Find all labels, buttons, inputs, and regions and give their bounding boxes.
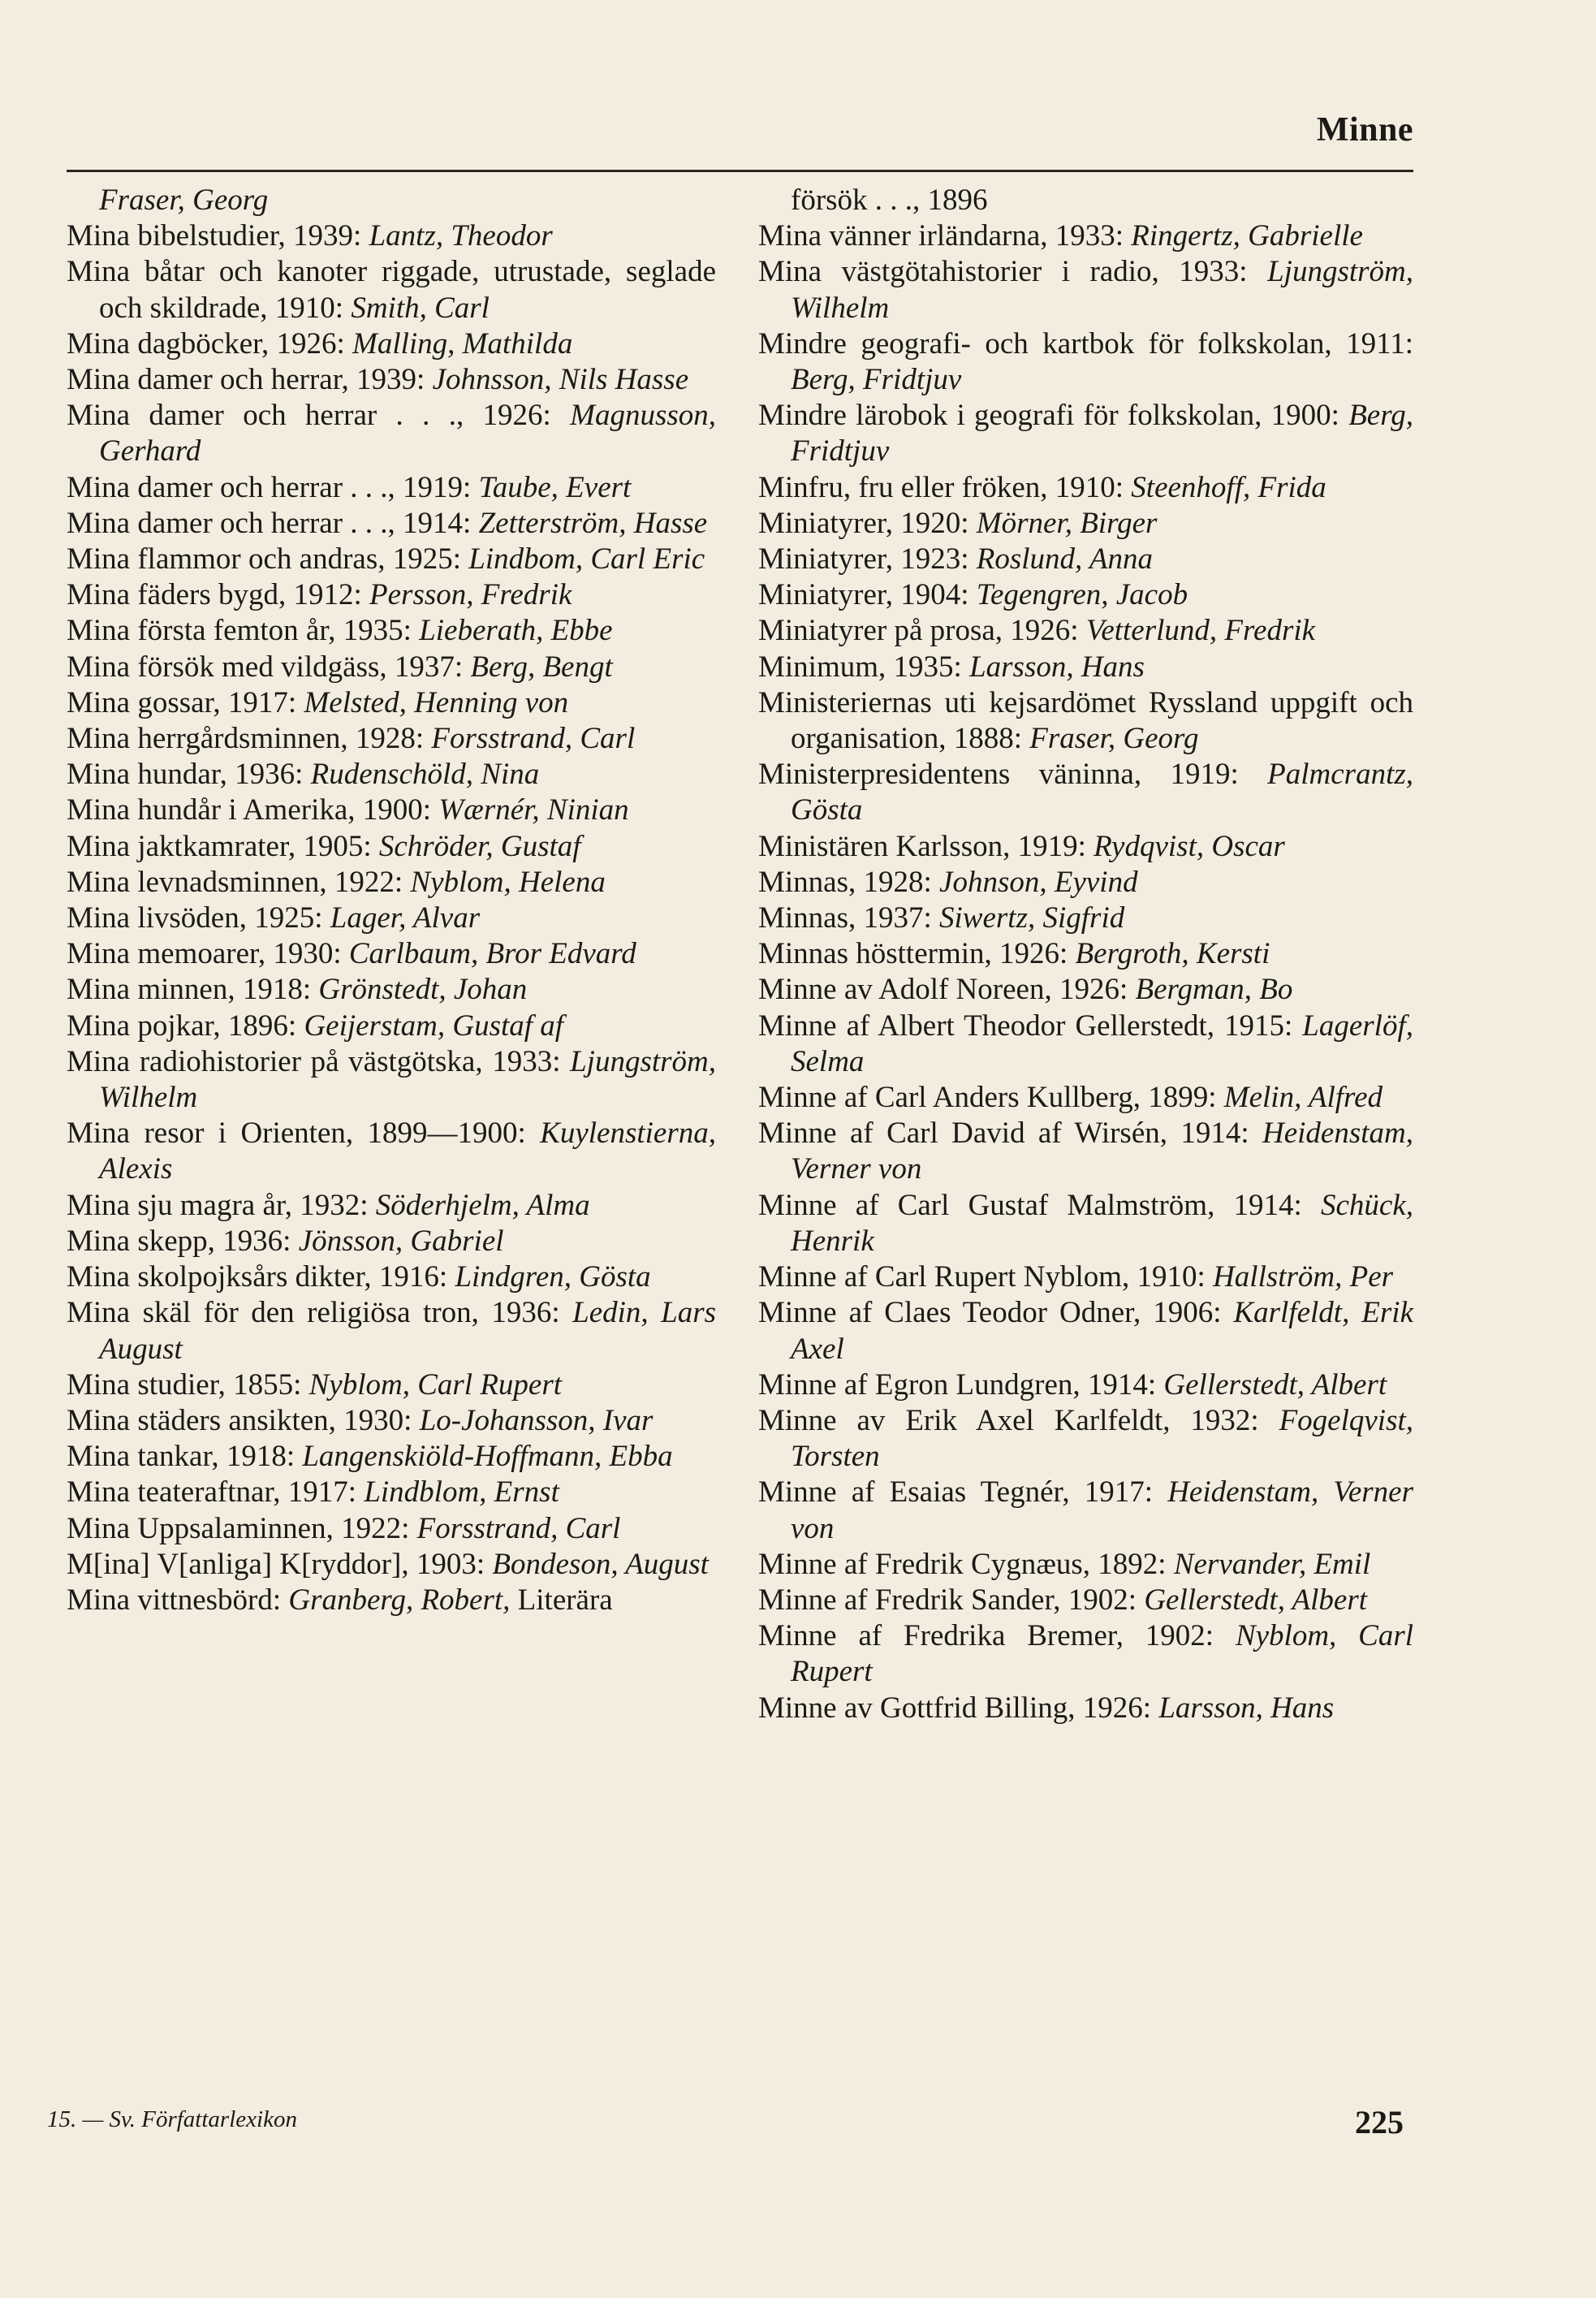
entry-author: Malling, Mathilda xyxy=(352,326,573,361)
entry-author: Kuylenstierna, Alexis xyxy=(99,1117,716,1186)
entry-title: Mina hundar, 1936: xyxy=(67,758,311,792)
entry-author: Taube, Evert xyxy=(478,470,632,504)
index-entry xyxy=(67,1475,716,1510)
entry-title: Mina studier, 1855: xyxy=(67,1367,309,1402)
index-entry xyxy=(758,1691,1413,1726)
entry-title: Mina skepp, 1936: xyxy=(67,1224,299,1258)
entry-title: M[ina] V[anliga] K[ryddor], 1903: xyxy=(67,1547,493,1581)
index-entry xyxy=(67,577,716,613)
entry-author: Siwertz, Sigfrid xyxy=(939,901,1125,935)
entry-title: Mina gossar, 1917: xyxy=(67,685,304,719)
entry-title: Miniatyrer, 1923: xyxy=(758,542,977,577)
entry-title: Mina herrgårdsminnen, 1928: xyxy=(67,722,432,756)
index-entry xyxy=(758,1403,1413,1475)
entry-title: Mina dagböcker, 1926: xyxy=(67,326,352,361)
entry-author: Grönstedt, Johan xyxy=(318,973,528,1007)
entry-author: Nyblom, Carl Rupert xyxy=(308,1367,563,1402)
entry-title: Minne af Fredrik Sander, 1902: xyxy=(758,1583,1145,1617)
index-entry xyxy=(67,901,716,936)
index-entry xyxy=(67,1224,716,1259)
entry-author: Ringertz, Gabrielle xyxy=(1131,219,1363,253)
entry-title: Mina flammor och andras, 1925: xyxy=(67,542,469,577)
entry-author: Smith, Carl xyxy=(351,291,490,325)
entry-author: Berg, Fridtjuv xyxy=(791,399,1413,469)
entry-author: Berg, Fridtjuv xyxy=(791,363,962,397)
entry-title: Mina första femton år, 1935: xyxy=(67,614,420,648)
index-entry xyxy=(758,398,1413,469)
entry-title: Minne af Carl David af Wirsén, 1914: xyxy=(758,1117,1262,1151)
index-entry xyxy=(67,613,716,649)
entry-author: Wærnér, Ninian xyxy=(438,793,629,827)
entry-author: Schück, Henrik xyxy=(791,1188,1413,1258)
index-entry xyxy=(67,1367,716,1403)
index-entry xyxy=(67,1583,716,1618)
entry-title: försök . . ., 1896 xyxy=(791,184,988,217)
entry-author: Persson, Fredrik xyxy=(369,578,572,612)
entry-author: Gellerstedt, Albert xyxy=(1144,1583,1368,1617)
entry-author: Rydqvist, Oscar xyxy=(1093,829,1285,863)
index-entry xyxy=(758,613,1413,649)
entry-author: Fraser, Georg xyxy=(99,184,269,217)
index-entry xyxy=(67,1295,716,1367)
entry-author: Jönsson, Gabriel xyxy=(298,1224,504,1258)
entry-author: Langenskiöld-Hoffmann, Ebba xyxy=(302,1440,673,1474)
entry-title: Minne af Fredrika Bremer, 1902: xyxy=(758,1619,1236,1653)
index-entry xyxy=(67,1116,716,1187)
index-entry xyxy=(67,721,716,757)
index-entry xyxy=(67,936,716,972)
entry-title: Mina försök med vildgäss, 1937: xyxy=(67,650,471,684)
entry-title: Minnas, 1928: xyxy=(758,865,940,899)
index-entry xyxy=(758,972,1413,1008)
entry-author: Gellerstedt, Albert xyxy=(1163,1367,1387,1402)
entry-title: Miniatyrer på prosa, 1926: xyxy=(758,614,1086,648)
index-entry xyxy=(758,829,1413,865)
entry-author: Lindblom, Ernst xyxy=(364,1475,559,1510)
entry-author: Heidenstam, Verner von xyxy=(791,1475,1413,1545)
entry-title: Minne af Claes Teodor Odner, 1906: xyxy=(758,1296,1234,1330)
index-entry xyxy=(758,326,1413,398)
entry-author: Lagerlöf, Selma xyxy=(791,1009,1413,1078)
entry-title: Mina sju magra år, 1932: xyxy=(67,1188,376,1222)
entry-title: Minne af Albert Theodor Gellerstedt, 1915: xyxy=(758,1009,1303,1043)
index-entry xyxy=(758,542,1413,577)
entry-title: Minne av Erik Axel Karlfeldt, 1932: xyxy=(758,1403,1279,1437)
entry-author: Johnsson, Nils Hasse xyxy=(432,363,689,397)
index-entry xyxy=(758,1080,1413,1116)
entry-title: Mina skäl för den religiösa tron, 1936: xyxy=(67,1296,573,1330)
index-entry xyxy=(67,1259,716,1295)
entry-title: Mina levnadsminnen, 1922: xyxy=(67,865,411,899)
index-entry xyxy=(758,506,1413,542)
entry-author: Melsted, Henning von xyxy=(304,685,569,719)
index-entry xyxy=(758,254,1413,326)
index-entry xyxy=(67,829,716,865)
entry-title: Mindre geografi- och kartbok för folkskolan, 1911: xyxy=(758,326,1413,361)
entry-author: Lo-Johansson, Ivar xyxy=(419,1403,653,1437)
entry-title: Minnas, 1937: xyxy=(758,901,940,935)
index-entry xyxy=(758,1295,1413,1367)
index-entry xyxy=(67,362,716,398)
entry-author: Heidenstam, Verner von xyxy=(791,1117,1413,1186)
index-entry xyxy=(758,865,1413,901)
entry-title: Mina damer och herrar, 1939: xyxy=(67,363,433,397)
index-entry xyxy=(67,218,716,254)
entry-author: Lager, Alvar xyxy=(330,901,481,935)
entry-title: Ministären Karlsson, 1919: xyxy=(758,829,1094,863)
entry-author: Bergman, Bo xyxy=(1135,973,1293,1007)
index-entry xyxy=(67,685,716,721)
entry-author: Johnson, Eyvind xyxy=(939,865,1138,899)
entry-author: Nyblom, Carl Rupert xyxy=(791,1619,1413,1689)
index-entry xyxy=(67,1044,716,1116)
index-entry xyxy=(67,398,716,469)
entry-title: Mina radiohistorier på västgötska, 1933: xyxy=(67,1044,571,1078)
index-entry xyxy=(758,685,1413,757)
running-head: Minne xyxy=(1316,111,1413,149)
index-entry xyxy=(758,1188,1413,1259)
page-number: 225 xyxy=(1355,2104,1404,2140)
entry-author: Rudenschöld, Nina xyxy=(310,758,540,792)
entry-title: Mina fäders bygd, 1912: xyxy=(67,578,370,612)
entry-author: Lantz, Theodor xyxy=(369,219,553,253)
index-entry xyxy=(758,577,1413,613)
entry-title: Mindre lärobok i geografi för folkskolan, 1900: xyxy=(758,399,1349,433)
entry-author: Fogelqvist, Torsten xyxy=(791,1403,1413,1474)
index-entry xyxy=(758,901,1413,936)
index-entry xyxy=(67,506,716,542)
index-entry xyxy=(67,1547,716,1583)
entry-author: Ljungström, Wilhelm xyxy=(99,1044,716,1115)
index-entry xyxy=(67,542,716,577)
entry-title: Mina livsöden, 1925: xyxy=(67,901,330,935)
index-entry xyxy=(758,1009,1413,1080)
entry-author: Palmcrantz, Gösta xyxy=(791,758,1413,827)
index-entry xyxy=(758,757,1413,828)
index-entry xyxy=(67,1403,716,1439)
entry-title: Ministerpresidentens väninna, 1919: xyxy=(758,758,1268,792)
entry-author: Magnusson, Gerhard xyxy=(99,399,716,469)
entry-title: Mina damer och herrar . . ., 1919: xyxy=(67,470,479,504)
entry-title: Mina båtar och kanoter riggade, utrustade, seglade och skildrade, 1910: xyxy=(67,255,716,325)
entry-author: Karlfeldt, Erik Axel xyxy=(791,1296,1413,1366)
index-entry xyxy=(67,1439,716,1475)
entry-title: Mina vittnesbörd: xyxy=(67,1583,289,1617)
entry-author: Lindbom, Carl Eric xyxy=(468,542,705,577)
entry-author: Hallström, Per xyxy=(1213,1260,1394,1294)
entry-title: Mina minnen, 1918: xyxy=(67,973,319,1007)
index-entry xyxy=(67,972,716,1008)
entry-author: Tegengren, Jacob xyxy=(976,578,1188,612)
entry-author: Larsson, Hans xyxy=(969,650,1145,684)
index-entry xyxy=(758,1583,1413,1618)
index-entry xyxy=(758,183,1413,218)
entry-author: Forsstrand, Carl xyxy=(416,1511,621,1545)
entry-author: Forsstrand, Carl xyxy=(431,722,636,756)
entry-title: Mina memoarer, 1930: xyxy=(67,937,349,971)
entry-title: Minne af Fredrik Cygnæus, 1892: xyxy=(758,1547,1174,1581)
entry-author: Fraser, Georg xyxy=(1029,722,1199,756)
entry-author: Ledin, Lars August xyxy=(99,1296,717,1366)
entry-title: Mina städers ansikten, 1930: xyxy=(67,1403,420,1437)
index-entry xyxy=(67,1188,716,1224)
entry-author: Roslund, Anna xyxy=(976,542,1153,577)
entry-title: Miniatyrer, 1904: xyxy=(758,578,977,612)
entry-author: Carlbaum, Bror Edvard xyxy=(348,937,636,971)
index-entry xyxy=(67,650,716,685)
entry-author: Ljungström, Wilhelm xyxy=(791,255,1413,325)
entry-author: Berg, Bengt xyxy=(470,650,613,684)
entry-title: Mina hundår i Amerika, 1900: xyxy=(67,793,439,827)
entry-title: Minne af Esaias Tegnér, 1917: xyxy=(758,1475,1168,1510)
entry-author: Nyblom, Helena xyxy=(410,865,606,899)
entry-title: Minne av Adolf Noreen, 1926: xyxy=(758,973,1136,1007)
entry-title: Minne af Carl Anders Kullberg, 1899: xyxy=(758,1081,1224,1115)
entry-author: Söderhjelm, Alma xyxy=(375,1188,590,1222)
entry-title: Mina teateraftnar, 1917: xyxy=(67,1475,364,1510)
entry-author: Steenhoff, Frida xyxy=(1131,470,1326,504)
entry-author: Bergroth, Kersti xyxy=(1075,937,1270,971)
index-entry xyxy=(758,1367,1413,1403)
entry-title: Minnas hösttermin, 1926: xyxy=(758,937,1076,971)
index-entry xyxy=(67,326,716,362)
entry-author: Zetterström, Hasse xyxy=(478,506,708,540)
index-entry xyxy=(67,183,716,218)
index-entry xyxy=(758,650,1413,685)
index-entry xyxy=(67,254,716,326)
entry-title: Mina damer och herrar . . ., 1926: xyxy=(67,399,571,433)
index-entry xyxy=(758,218,1413,254)
entry-title: Ministeriernas uti kejsardömet Ryssland uppgift och organisation, 1888: xyxy=(758,685,1413,756)
index-entry xyxy=(758,1475,1413,1546)
index-entry xyxy=(67,757,716,793)
entry-title: Minne av Gottfrid Billing, 1926: xyxy=(758,1691,1159,1725)
entry-title: Mina vänner irländarna, 1933: xyxy=(758,219,1132,253)
index-entry xyxy=(758,1547,1413,1583)
index-entry xyxy=(67,1009,716,1044)
entry-author: Schröder, Gustaf xyxy=(378,829,581,863)
entry-title: Minimum, 1935: xyxy=(758,650,970,684)
entry-author: Mörner, Birger xyxy=(976,506,1158,540)
entry-author: Geijerstam, Gustaf af xyxy=(304,1009,564,1043)
entry-author: Lieberath, Ebbe xyxy=(419,614,613,648)
entry-title: Mina bibelstudier, 1939: xyxy=(67,219,369,253)
index-entry xyxy=(67,865,716,901)
entry-title: Minfru, fru eller fröken, 1910: xyxy=(758,470,1132,504)
entry-title: Minne af Carl Gustaf Malmström, 1914: xyxy=(758,1188,1321,1222)
index-entry xyxy=(758,936,1413,972)
left-column xyxy=(67,183,716,1618)
entry-author: Larsson, Hans xyxy=(1158,1691,1335,1725)
index-entry xyxy=(758,1116,1413,1187)
index-entry xyxy=(67,1511,716,1547)
entry-title: Miniatyrer, 1920: xyxy=(758,506,977,540)
entry-title: Minne af Carl Rupert Nyblom, 1910: xyxy=(758,1260,1214,1294)
entry-title: Minne af Egron Lundgren, 1914: xyxy=(758,1367,1164,1402)
entry-title: Mina pojkar, 1896: xyxy=(67,1009,304,1043)
entry-author: Bondeson, August xyxy=(492,1547,709,1581)
index-entry xyxy=(758,1618,1413,1690)
entry-title: Mina västgötahistorier i radio, 1933: xyxy=(758,255,1268,289)
entry-title: Mina skolpojksårs dikter, 1916: xyxy=(67,1260,455,1294)
entry-author: Melin, Alfred xyxy=(1223,1081,1383,1115)
entry-title: Mina resor i Orienten, 1899—1900: xyxy=(67,1117,541,1151)
entry-title: Mina damer och herrar . . ., 1914: xyxy=(67,506,479,540)
entry-author: Nervander, Emil xyxy=(1173,1547,1371,1581)
entry-title: Mina Uppsalaminnen, 1922: xyxy=(67,1511,417,1545)
entry-title: Mina jaktkamrater, 1905: xyxy=(67,829,379,863)
index-entry xyxy=(758,470,1413,506)
footer-signature: 15. — Sv. Författarlexikon xyxy=(47,2106,297,2132)
right-column xyxy=(758,183,1413,1726)
index-entry xyxy=(67,470,716,506)
entry-author: Vetterlund, Fredrik xyxy=(1085,614,1316,648)
entry-author: Lindgren, Gösta xyxy=(455,1260,651,1294)
index-entry xyxy=(758,1259,1413,1295)
header-rule xyxy=(67,170,1413,172)
entry-author: Granberg, Robert, xyxy=(288,1583,511,1617)
entry-trail: Literära xyxy=(510,1583,613,1617)
index-entry xyxy=(67,793,716,828)
entry-title: Mina tankar, 1918: xyxy=(67,1440,303,1474)
